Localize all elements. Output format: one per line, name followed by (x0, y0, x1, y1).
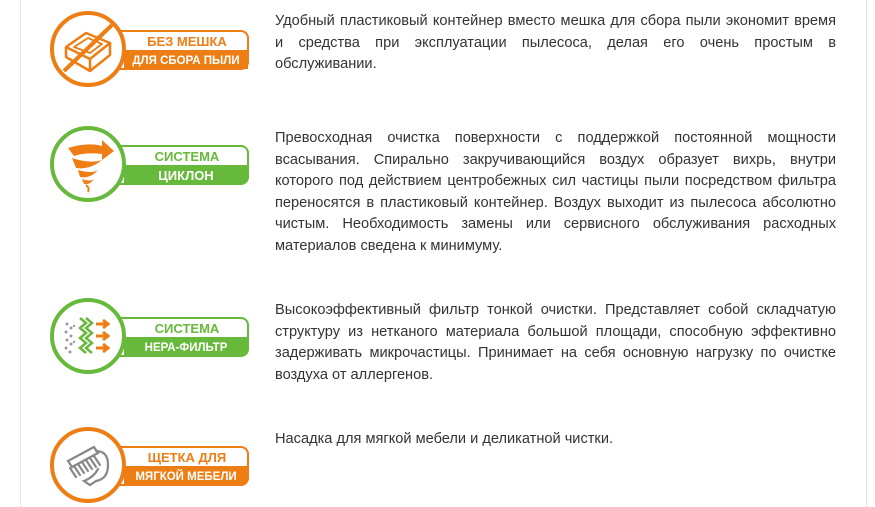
feature-description: Высокоэффективный фильтр тонкой очистки. Представляет собой складчатую структуру из нетканого материала большой площади, способную эффективно задерживать микрочастицы. Принимает на себя основную нагрузку по очистке воздуха от аллергенов. (275, 302, 836, 383)
furniture-brush-badge (50, 425, 255, 505)
feature-badge (50, 425, 255, 505)
badge-line1: ЩЕТКА ДЛЯ (147, 450, 227, 465)
frame-border-left (20, 0, 21, 507)
badge-line1: СИСТЕМА (154, 321, 220, 336)
badge-line1: СИСТЕМА (154, 149, 220, 164)
hepa-badge (50, 296, 255, 376)
no-bag-badge (50, 9, 255, 89)
badge-line2: МЯГКОЙ МЕБЕЛИ (135, 471, 237, 483)
badge-line1: БЕЗ МЕШКА (147, 34, 227, 49)
cyclone-badge (50, 124, 255, 204)
feature-badge (50, 296, 255, 376)
frame-border-right (866, 0, 867, 507)
badge-line2: ДЛЯ СБОРА ПЫЛИ (132, 55, 240, 67)
feature-badge (50, 124, 255, 204)
feature-description: Удобный пластиковый контейнер вместо мешка для сбора пыли экономит время и средства при эксплуатации пылесоса, делая его очень простым в обслуживании. (275, 13, 836, 72)
feature-badge (50, 9, 255, 89)
feature-description: Превосходная очистка поверхности с поддержкой постоянной мощности всасывания. Спирально закручивающийся воздух образует вихрь, внутри которого под действием центробежных сил частицы пыли посредством фильтра переносятся в пластиковый контейнер. Воздух выходит из пылесоса абсолютно чистым. Необходимость замены или сервисного обслуживания расходных материалов сведена к минимуму. (275, 130, 836, 254)
badge-line2: НЕРА-ФИЛЬТР (144, 342, 228, 354)
feature-description: Насадка для мягкой мебели и деликатной чистки. (275, 431, 614, 447)
badge-line2: ЦИКЛОН (158, 168, 214, 183)
